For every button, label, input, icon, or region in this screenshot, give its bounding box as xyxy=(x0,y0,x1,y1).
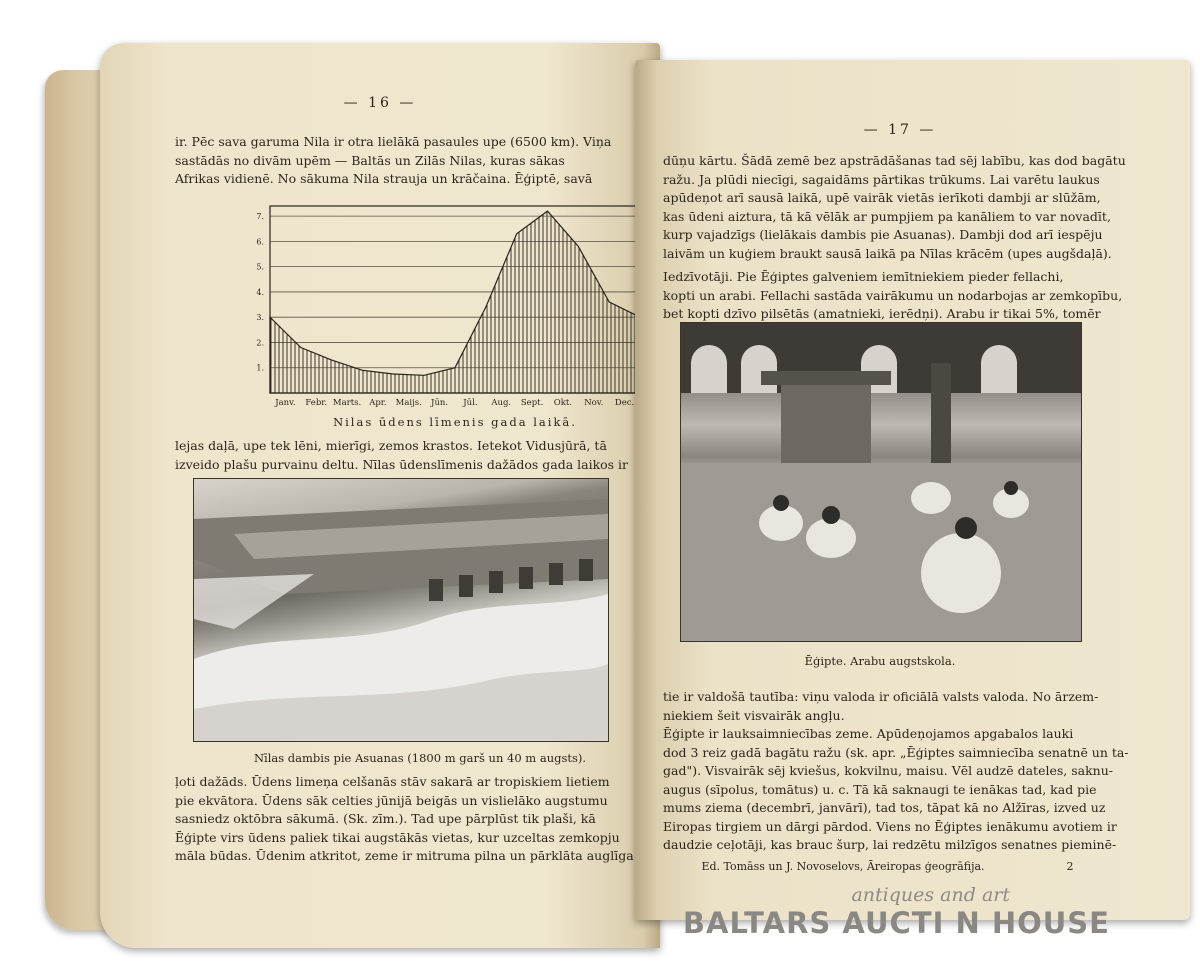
x-tick-label: Nov. xyxy=(584,398,604,408)
text-line: gad"). Visvairāk sēj kviešus, kokvilnu, maisu. Vēl audzē dateles, saknu- xyxy=(663,763,1114,778)
x-tick-label: Okt. xyxy=(553,398,573,408)
right-page xyxy=(635,60,1190,920)
nile-level-chart xyxy=(245,198,665,413)
y-tick-label-left: 2. xyxy=(256,338,264,348)
text-line: Eiropas tirgiem un dārgi pārdod. Viens no Ēģiptes ienākumu avotiem ir xyxy=(663,818,1117,834)
water-level-area xyxy=(270,211,640,393)
x-tick-label: Sept. xyxy=(520,398,544,408)
chart-caption: Nilas ūdens līmenis gada laikā. xyxy=(333,415,577,429)
x-tick-label: Aug. xyxy=(491,398,512,408)
text-line: tie ir valdošā tautība: viņu valoda ir oficiālā valsts valoda. No ārzem- xyxy=(663,689,1099,704)
y-tick-label-left: 1. xyxy=(256,363,264,373)
x-tick-label: Febr. xyxy=(305,398,328,408)
y-tick-label-left: 4. xyxy=(256,287,264,297)
text-line: kas ūdeni aiztura, tā kā vēlāk ar pumpjiem pa kanāliem to var novadīt, xyxy=(663,208,1111,224)
text-line: Iedzīvotāji. Pie Ēģiptes galveniem iemītniekiem pieder fellachi, xyxy=(663,269,1064,284)
left-paragraph-bottom xyxy=(175,773,665,866)
right-paragraph-bottom xyxy=(663,688,1163,855)
text-line: daudzie ceļotāji, kas brauc šurp, lai redzētu milzīgos senatnes pieminē- xyxy=(663,837,1117,852)
text-line: māla būdas. Ūdenim atkritot, zeme ir mitruma pilna un pārklāta auglīga xyxy=(175,848,634,863)
dam-illustration xyxy=(194,479,608,741)
text-line: augus (sīpolus, tomātus) u. c. Tā kā saknaugi te ienākas tad, kad pie xyxy=(663,781,1097,797)
watermark-name: BALTARS AUCTI N HOUSE xyxy=(682,906,1110,940)
x-tick-label: Dec. xyxy=(614,398,635,408)
text-line: kurp vajadzīgs (lielākais dambis pie Asuanas). Dambji dod arī iespēju xyxy=(663,227,1103,242)
watermark-tagline: antiques and art xyxy=(851,884,1010,906)
text-line: Afrikas vidienē. No sākuma Nila strauja un krāčaina. Ēģiptē, savā xyxy=(175,171,593,186)
text-line: niekiem šeit visvairāk angļu. xyxy=(663,707,845,723)
x-tick-label: Jūn. xyxy=(431,398,449,408)
y-tick-label-left: 5. xyxy=(256,262,264,272)
text-line: laivām un kuģiem braukt sausā laikā pa Nīlas krācēm (upes augšdaļā). xyxy=(663,245,1112,261)
text-line: ražu. Ja plūdi niecīgi, sagaidāms pārtikas trūkums. Lai varētu laukus xyxy=(663,171,1100,187)
text-line: lejas daļā, upe tek lēni, mierīgi, zemos krastos. Ietekot Vidusjūrā, tā xyxy=(175,438,607,453)
footer-signature-number: 2 xyxy=(1066,860,1074,873)
x-tick-label: Janv. xyxy=(275,398,296,408)
text-line: dod 3 reiz gadā bagātu ražu (sk. apr. „Ēģiptes saimniecība senatnē un ta- xyxy=(663,744,1129,760)
y-tick-label-left: 3. xyxy=(256,313,264,323)
text-line: dūņu kārtu. Šādā zemē bez apstrādāšanas tad sēj labību, kas dod bagātu xyxy=(663,153,1126,168)
left-page xyxy=(100,43,660,948)
mosque-photo-caption: Ēģipte. Arabu augstskola. xyxy=(804,654,956,668)
text-line: kopti un arabi. Fellachi sastāda vairākumu un nodarbojas ar zemkopību, xyxy=(663,287,1123,303)
x-tick-label: Maijs. xyxy=(395,398,422,408)
right-page-number: — 17 — xyxy=(863,122,937,138)
y-tick-label-left: 6. xyxy=(256,237,264,247)
chart-svg xyxy=(245,198,665,413)
text-line: bet kopti dzīvo pilsētās (amatnieki, ierēdņi). Arabu ir tikai 5%, tomēr xyxy=(663,306,1101,321)
text-line: mums ziema (decembrī, janvārī), tad tos, tāpat kā no Alžīras, izved uz xyxy=(663,800,1106,815)
right-paragraph-top xyxy=(663,152,1163,263)
x-tick-label: Marts. xyxy=(332,398,362,408)
left-paragraph-top xyxy=(175,133,665,189)
left-page-number: — 16 — xyxy=(343,95,417,111)
left-paragraph-mid xyxy=(175,437,665,474)
open-book xyxy=(45,38,1190,950)
y-tick-label-left: 7. xyxy=(256,212,264,222)
text-line: ļoti dažāds. Ūdens limeņa celšanās stāv sakarā ar tropiskiem lietiem xyxy=(175,774,610,789)
text-line: Ēģipte ir lauksaimniecības zeme. Apūdeņojamos apgabalos lauki xyxy=(663,726,1074,741)
text-line: sasniedz oktōbra sākumā. (Sk. zīm.). Tad upe pārplūst tik plaši, kā xyxy=(175,811,596,826)
dam-photo-caption: Nīlas dambis pie Asuanas (1800 m garš un 40 m augsts). xyxy=(253,751,587,765)
right-paragraph-inhabitants xyxy=(663,268,1163,324)
x-tick-label: Jūl. xyxy=(463,398,478,408)
mosque-illustration xyxy=(681,323,1081,641)
text-line: ir. Pēc sava garuma Nila ir otra lielākā pasaules upe (6500 km). Viņa xyxy=(175,134,612,149)
auction-watermark xyxy=(683,884,1110,940)
text-line: sastādās no divām upēm — Baltās un Zilās Nilas, kuras sākas xyxy=(175,152,565,168)
text-line: Ēģipte virs ūdens paliek tikai augstākās vietas, kur uzceltas zemkopju xyxy=(175,829,620,845)
x-tick-label: Apr. xyxy=(369,398,387,408)
text-line: pie ekvātora. Ūdens sāk celties jūnijā beigās un vislielāko augstumu xyxy=(175,792,608,808)
mosque-school-photo xyxy=(680,322,1082,642)
dam-photo xyxy=(193,478,609,742)
footer-citation: Ed. Tomāss un J. Novoselovs, Āreiropas ģeogrāfija. xyxy=(701,860,985,873)
text-line: izveido plašu purvainu deltu. Nīlas ūdenslīmenis dažādos gada laikos ir xyxy=(175,456,629,472)
text-line: apūdeņot arī sausā laikā, upē vairāk vietās ierīkoti dambji ar slūžām, xyxy=(663,190,1101,205)
